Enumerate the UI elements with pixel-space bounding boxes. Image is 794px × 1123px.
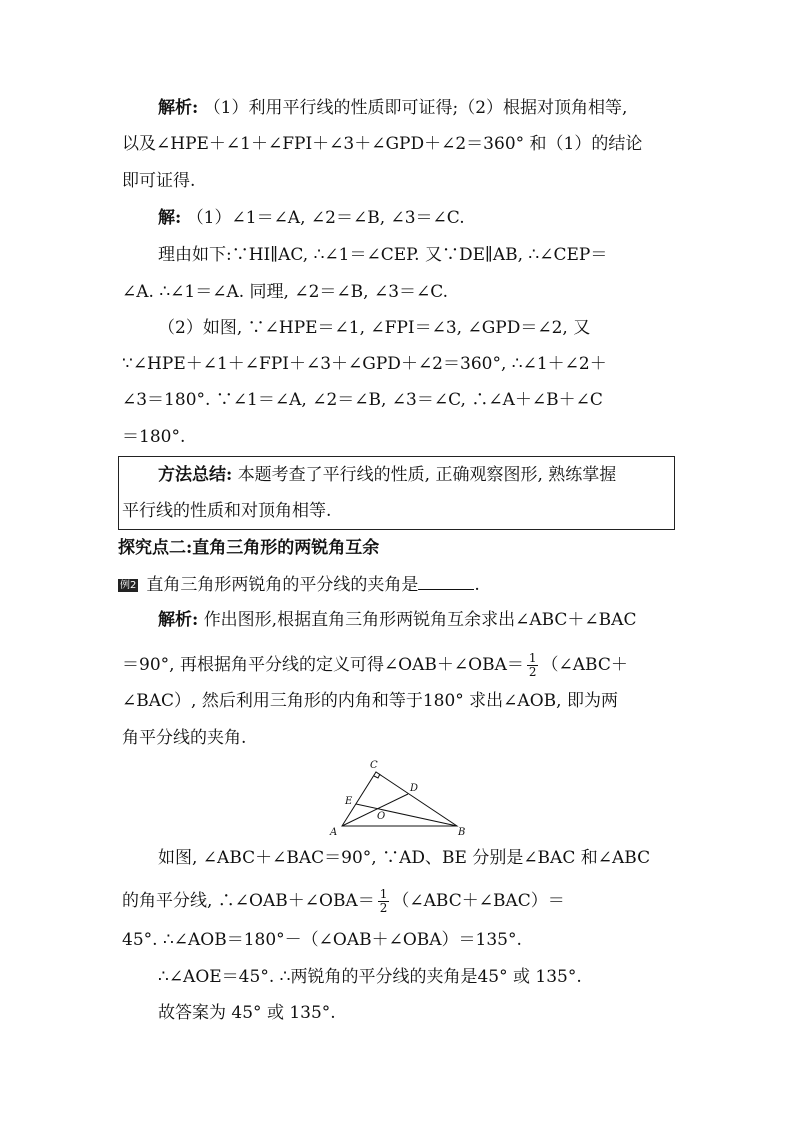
label-o: O [377, 811, 386, 822]
solution2-line4: ∴∠AOE＝45°. ∴两锐角的平分线的夹角是45° 或 135°. [158, 967, 582, 987]
example2-question [118, 573, 480, 596]
fraction-half [527, 652, 539, 679]
analysis1-text1: （1）利用平行线的性质即可证得;（2）根据对顶角相等, [203, 98, 628, 118]
analysis1-line1 [158, 97, 627, 119]
solution1-label: 解: [158, 208, 182, 228]
fraction-denominator: 2 [528, 665, 537, 679]
solution1-line1 [158, 207, 465, 229]
fraction-denominator-2: 2 [379, 901, 388, 915]
analysis2-text2b: （∠ABC＋ [541, 655, 628, 675]
triangle-figure [320, 758, 470, 840]
example2-text: 直角三角形两锐角的平分线的夹角是 [146, 575, 419, 595]
method-line2: 平行线的性质和对顶角相等. [122, 501, 332, 521]
solution1-text1: （1）∠1＝∠A, ∠2＝∠B, ∠3＝∠C. [186, 208, 465, 228]
section2-title: 探究点二:直角三角形的两锐角互余 [118, 538, 380, 558]
answer-blank [418, 573, 474, 590]
solution1-line5: ∵∠HPE＋∠1＋∠FPI＋∠3＋∠GPD＋∠2＝360°, ∴∠1＋∠2＋ [122, 354, 607, 374]
fraction-numerator: 1 [528, 651, 537, 665]
fraction-half-2 [378, 888, 390, 915]
analysis2-text2a: ＝90°, 再根据角平分线的定义可得∠OAB＋∠OBA＝ [122, 655, 524, 675]
analysis2-text1: 作出图形,根据直角三角形两锐角互余求出∠ABC＋∠BAC [203, 610, 637, 630]
fraction-numerator-2: 1 [379, 887, 388, 901]
solution1-line7: ＝180°. [122, 427, 186, 447]
solution2-text2a: 的角平分线, ∴∠OAB＋∠OBA＝ [122, 891, 375, 911]
solution1-line6: ∠3＝180°. ∵∠1＝∠A, ∠2＝∠B, ∠3＝∠C, ∴∠A＋∠B＋∠C [122, 390, 603, 410]
solution2-line2 [122, 888, 565, 915]
solution2-text2b: （∠ABC＋∠BAC）＝ [392, 891, 565, 911]
analysis2-line1 [158, 609, 636, 631]
label-b: B [458, 827, 466, 838]
method-line1 [158, 464, 616, 486]
analysis1-label: 解析: [158, 98, 199, 118]
analysis2-line4: 角平分线的夹角. [122, 728, 247, 748]
analysis2-label: 解析: [158, 610, 199, 630]
example2-end: . [474, 575, 480, 595]
solution1-line4: （2）如图, ∵∠HPE＝∠1, ∠FPI＝∠3, ∠GPD＝∠2, 又 [158, 318, 591, 338]
bisector-be [356, 804, 457, 826]
label-e: E [345, 796, 353, 807]
label-c: C [370, 760, 378, 771]
solution1-line3: ∠A. ∴∠1＝∠A. 同理, ∠2＝∠B, ∠3＝∠C. [122, 282, 449, 302]
method-label: 方法总结: [158, 465, 233, 485]
analysis1-line3: 即可证得. [122, 171, 196, 191]
solution1-line2: 理由如下:∵HI∥AC, ∴∠1＝∠CEP. 又∵DE∥AB, ∴∠CEP＝ [158, 245, 608, 265]
label-d: D [410, 783, 419, 794]
analysis1-line2: 以及∠HPE＋∠1＋∠FPI＋∠3＋∠GPD＋∠2＝360° 和（1）的结论 [122, 134, 643, 154]
solution2-line1: 如图, ∠ABC＋∠BAC＝90°, ∵AD、BE 分别是∠BAC 和∠ABC [158, 848, 651, 868]
analysis2-line3: ∠BAC）, 然后利用三角形的内角和等于180° 求出∠AOB, 即为两 [122, 691, 618, 711]
method-text1: 本题考查了平行线的性质, 正确观察图形, 熟练掌握 [237, 465, 617, 485]
solution2-line3: 45°. ∴∠AOB＝180°－（∠OAB＋∠OBA）＝135°. [122, 930, 522, 950]
solution2-line5: 故答案为 45° 或 135°. [158, 1003, 336, 1023]
example2-badge: 例2 [120, 580, 137, 591]
analysis2-line2 [122, 652, 628, 679]
label-a: A [330, 827, 338, 838]
